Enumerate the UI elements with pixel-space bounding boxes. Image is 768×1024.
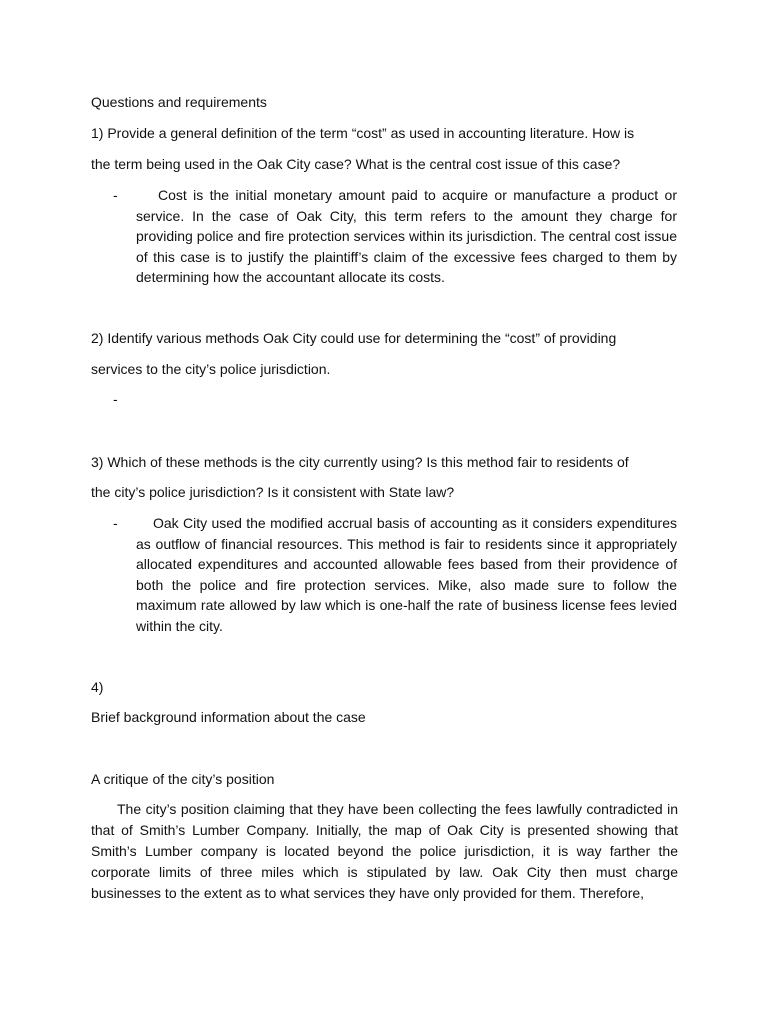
answer-3-bullet: - <box>113 515 118 531</box>
question-1-line-1: 1) Provide a general definition of the term “cost” as used in accounting literature. How is <box>91 125 635 141</box>
section-heading: Questions and requirements <box>91 94 267 110</box>
critique-heading: A critique of the city’s position <box>91 771 275 787</box>
question-3-line-2: the city’s police jurisdiction? Is it consistent with State law? <box>91 484 455 500</box>
answer-2-bullet: - <box>113 391 118 407</box>
question-3-line-1: 3) Which of these methods is the city currently using? Is this method fair to residents of <box>91 454 629 470</box>
question-2-line-2: services to the city’s police jurisdiction. <box>91 361 331 377</box>
background-heading: Brief background information about the case <box>91 709 366 725</box>
critique-paragraph: The city’s position claiming that they have been collecting the fees lawfully contradicted in that of Smith’s Lumber Company. Initially, the map of Oak City is presented showing that Smith’s Lumber company is located beyond the police jurisdiction, it is way farther the corporate limits of three miles which is stipulated by law. Oak City then must charge businesses to the extent as to what services they have only provided for them. Therefore, <box>91 801 678 901</box>
answer-1-text: Cost is the initial monetary amount paid to acquire or manufacture a product or service. In the case of Oak City, this term refers to the amount they charge for providing police and fire protection services within its jurisdiction. The central cost issue of this case is to justify the plaintiff’s claim of the excessive fees charged to them by determining how the accountant allocate its costs. <box>136 187 677 285</box>
question-4-label: 4) <box>91 679 104 695</box>
answer-1-bullet: - <box>113 187 118 203</box>
question-2-line-1: 2) Identify various methods Oak City could use for determining the “cost” of providing <box>91 330 617 346</box>
question-1-line-2: the term being used in the Oak City case? What is the central cost issue of this case? <box>91 156 621 172</box>
answer-3-text: Oak City used the modified accrual basis of accounting as it considers expenditures as outflow of financial resources. This method is fair to residents since it appropriately allocated expenditures and accounted allowable fees based from their providence of both the police and fire protection services. Mike, also made sure to follow the maximum rate allowed by law which is one-half the rate of business license fees levied within the city. <box>136 515 677 634</box>
